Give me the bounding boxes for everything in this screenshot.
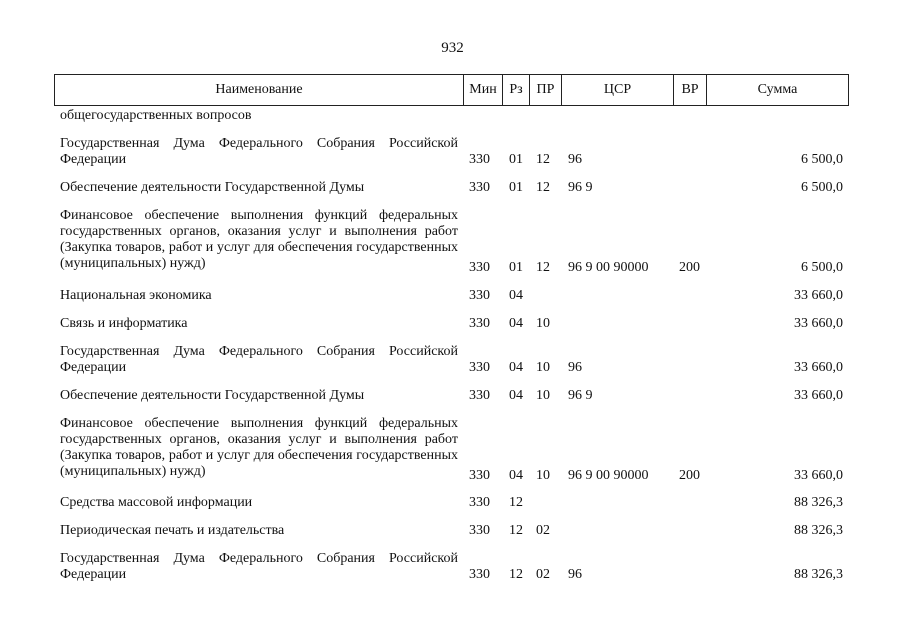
row-name: Связь и информатика	[60, 316, 188, 331]
row-name: Обеспечение деятельности Государственной Думы	[60, 180, 365, 195]
row-pr: 12	[536, 152, 550, 167]
row-rz: 04	[509, 360, 523, 375]
header-sum: Сумма	[707, 75, 849, 106]
table-row	[0, 495, 905, 511]
page-number: 932	[441, 40, 464, 56]
row-name: Финансовое обеспечение выполнения функций федеральных государственных органов, оказания услуг и выполнения работ (Закупка товаров, работ и услуг для обеспечения государственных (муниципальных) нужд)	[60, 416, 458, 479]
row-min: 330	[469, 523, 490, 538]
row-sum: 88 326,3	[794, 495, 843, 510]
table-row	[0, 208, 905, 276]
row-min: 330	[469, 152, 490, 167]
row-min: 330	[469, 180, 490, 195]
row-name: Финансовое обеспечение выполнения функций федеральных государственных органов, оказания услуг и выполнения работ (Закупка товаров, работ и услуг для обеспечения государственных (муниципальных) нужд)	[60, 208, 458, 271]
row-pr: 10	[536, 468, 550, 483]
row-pr: 10	[536, 360, 550, 375]
row-rz: 01	[509, 152, 523, 167]
row-pr: 02	[536, 523, 550, 538]
continuation-text: общегосударственных вопросов	[60, 108, 252, 123]
row-sum: 6 500,0	[801, 152, 843, 167]
row-sum: 33 660,0	[794, 388, 843, 403]
row-sum: 88 326,3	[794, 523, 843, 538]
row-name: Государственная Дума Федерального Собрания Российской Федерации	[60, 136, 458, 167]
row-vr: 200	[679, 260, 700, 275]
row-csr: 96 9 00 90000	[568, 468, 649, 483]
table-row	[0, 136, 905, 168]
row-sum: 33 660,0	[794, 288, 843, 303]
row-pr: 12	[536, 180, 550, 195]
table-row	[0, 388, 905, 404]
row-rz: 01	[509, 180, 523, 195]
row-csr: 96	[568, 360, 582, 375]
row-rz: 04	[509, 288, 523, 303]
table-header	[54, 74, 849, 106]
header-rz: Рз	[503, 75, 530, 106]
table-row	[0, 523, 905, 539]
row-rz: 12	[509, 567, 523, 582]
row-name: Государственная Дума Федерального Собрания Российской Федерации	[60, 344, 458, 375]
row-name: Национальная экономика	[60, 288, 212, 303]
row-min: 330	[469, 360, 490, 375]
row-sum: 6 500,0	[801, 180, 843, 195]
table-row	[0, 344, 905, 376]
row-min: 330	[469, 288, 490, 303]
row-csr: 96 9 00 90000	[568, 260, 649, 275]
table-row	[0, 288, 905, 304]
row-pr: 10	[536, 316, 550, 331]
row-name: Обеспечение деятельности Государственной Думы	[60, 388, 365, 403]
row-min: 330	[469, 495, 490, 510]
row-vr: 200	[679, 468, 700, 483]
row-min: 330	[469, 316, 490, 331]
table-row	[0, 316, 905, 332]
row-rz: 12	[509, 523, 523, 538]
row-csr: 96 9	[568, 180, 593, 195]
row-pr: 02	[536, 567, 550, 582]
row-rz: 04	[509, 388, 523, 403]
header-min: Мин	[464, 75, 503, 106]
row-sum: 33 660,0	[794, 468, 843, 483]
row-min: 330	[469, 468, 490, 483]
row-pr: 12	[536, 260, 550, 275]
header-pr: ПР	[530, 75, 562, 106]
row-min: 330	[469, 260, 490, 275]
table-row	[0, 551, 905, 583]
row-csr: 96 9	[568, 388, 593, 403]
row-min: 330	[469, 567, 490, 582]
row-min: 330	[469, 388, 490, 403]
row-name: Периодическая печать и издательства	[60, 523, 285, 538]
header-csr: ЦСР	[562, 75, 674, 106]
row-csr: 96	[568, 152, 582, 167]
table-row	[0, 180, 905, 196]
row-sum: 33 660,0	[794, 316, 843, 331]
row-rz: 04	[509, 316, 523, 331]
row-rz: 01	[509, 260, 523, 275]
table-row	[0, 416, 905, 484]
row-rz: 04	[509, 468, 523, 483]
row-name: Средства массовой информации	[60, 495, 253, 510]
row-sum: 88 326,3	[794, 567, 843, 582]
header-name: Наименование	[55, 75, 464, 106]
row-sum: 33 660,0	[794, 360, 843, 375]
row-sum: 6 500,0	[801, 260, 843, 275]
row-csr: 96	[568, 567, 582, 582]
row-rz: 12	[509, 495, 523, 510]
header-vr: ВР	[674, 75, 707, 106]
row-pr: 10	[536, 388, 550, 403]
row-name: Государственная Дума Федерального Собрания Российской Федерации	[60, 551, 458, 582]
